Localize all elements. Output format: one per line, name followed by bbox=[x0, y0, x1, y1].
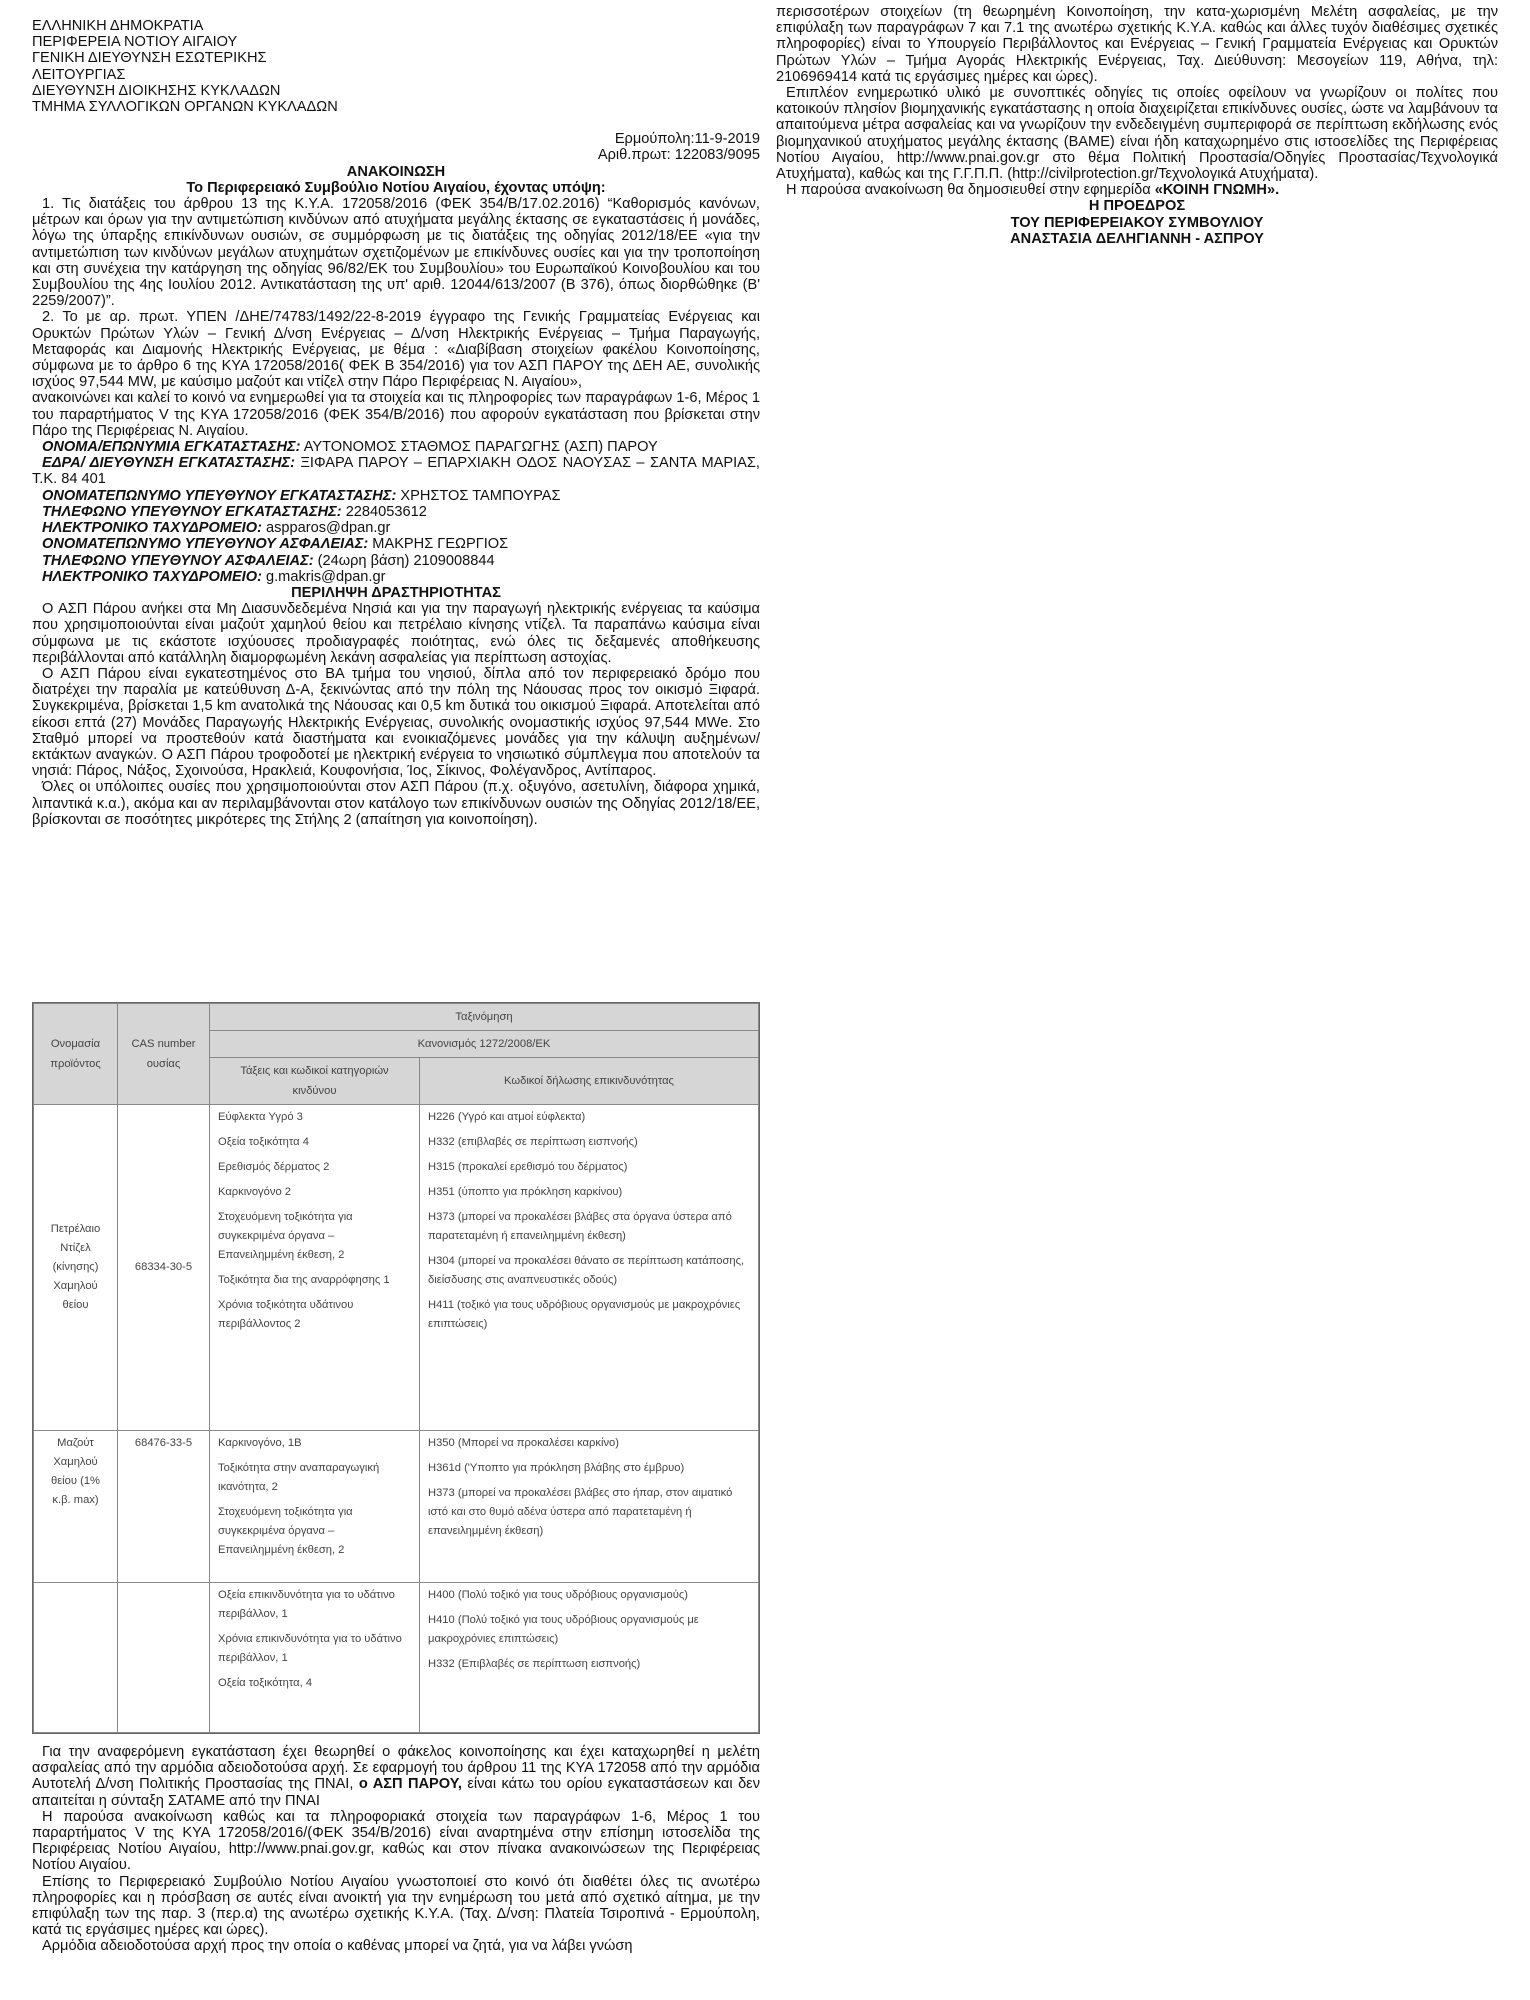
left-column-bottom bbox=[32, 1744, 760, 1955]
field-value: g.makris@dpan.gr bbox=[261, 568, 386, 585]
product-name: Μαζούτ Χαμηλού θείου (1% κ.β. max) bbox=[34, 1431, 118, 1583]
hazard-table bbox=[33, 1003, 759, 1733]
cas-number: 68334-30-5 bbox=[118, 1105, 210, 1431]
protocol-number: Αριθ.πρωτ: 122083/9095 bbox=[597, 147, 760, 164]
newspaper-name: «ΚΟΙΝΗ ΓΝΩΜΗ». bbox=[1154, 182, 1280, 199]
hazard-category: Χρόνια τοξικότητα υδάτινου περιβάλλοντος 2 bbox=[218, 1299, 354, 1330]
field-value: ΧΡΗΣΤΟΣ ΤΑΜΠΟΥΡΑΣ bbox=[396, 487, 561, 504]
field-label: ΕΔΡΑ/ ΔΙΕΥΘΥΝΣΗ ΕΓΚΑΤΑΣΤΑΣΗΣ: bbox=[42, 455, 295, 472]
hazard-category: Καρκινογόνο 2 bbox=[218, 1186, 292, 1198]
signature-name: ΑΝΑΣΤΑΣΙΑ ΔΕΛΗΓΙΑΝΝΗ - ΑΣΠΡΟΥ bbox=[1010, 230, 1264, 247]
field-email-1 bbox=[32, 520, 760, 536]
header-classification: Ταξινόμηση bbox=[210, 1004, 759, 1031]
field-label: ΟΝΟΜΑ/ΕΠΩΝΥΜΙΑ ΕΓΚΑΤΑΣΤΑΣΗΣ: bbox=[42, 439, 301, 456]
product-name: Πετρέλαιο Ντίζελ (κίνησης) Χαμηλού θείου bbox=[34, 1105, 118, 1431]
field-safety-phone bbox=[32, 553, 760, 569]
header-line: ΤΜΗΜΑ ΣΥΛΛΟΓΙΚΩΝ ΟΡΓΑΝΩΝ ΚΥΚΛΑΔΩΝ bbox=[32, 99, 338, 116]
header-regulation: Κανονισμός 1272/2008/ΕΚ bbox=[210, 1031, 759, 1058]
after-table-paragraph-3: Επίσης το Περιφερειακό Συμβούλιο Νοτίου Αιγαίου γνωστοποιεί στο κοινό ότι διαθέτει όλες τις ανωτέρω πληροφορίες και η πρόσβαση σε αυτές είναι ανοικτή για την ενημέρωση του μετά από σχετικό αίτημα, με την επιφύλαξη των της παρ. 3 (περ.α) της ανωτέρω σχετικής Κ.Υ.Α. (Ταχ. Δ/νση: Πλατεία Τσιροπινά - Ερμούπολη, κατά τις εργάσιμες ημέρες και ώρες). bbox=[32, 1873, 760, 1939]
field-email-2 bbox=[32, 569, 760, 585]
right-paragraph-3 bbox=[776, 182, 1498, 198]
summary-paragraph-2: Ο ΑΣΠ Πάρου είναι εγκατεστημένος στο ΒΑ τμήμα του νησιού, δίπλα από τον περιφερειακό δρόμο που διατρέχει την παραλία με κατεύθυνση Δ-Α, ξεκινώντας από την πόλη της Νάουσας προς τον οικισμό Ξιφαρά. Συγκεκριμένα, βρίσκεται 1,5 km ανατολικά της Νάουσας και 0,5 km δυτικά του οικισμού Ξιφαρά. Αποτελείται από είκοσι επτά (27) Μονάδες Παραγωγής Ηλεκτρικής Ενέργειας, συνολικής ονομαστικής ισχύος 97,544 MWe. Στο Σταθμό μπορεί να προστεθούν κατά διαστήματα και ενοικιαζόμενες μονάδες για την κάλυψη αυξημένων/εκτάκτων αναγκών. Ο ΑΣΠ Πάρου τροφοδοτεί με ηλεκτρική ενέργεια το νησιωτικό σύμπλεγμα που αποτελούν τα νησιά: Πάρος, Νάξος, Σχοινούσα, Ηρακλειά, Κουφονήσια, Ίος, Σίκινος, Φολέγανδρος, Αντίπαρος. bbox=[32, 665, 760, 780]
field-responsible-name bbox=[32, 488, 760, 504]
field-installation-seat bbox=[32, 455, 760, 487]
paragraph-2: 2. Το με αρ. πρωτ. ΥΠΕΝ /ΔΗΕ/74783/1492/22-8-2019 έγγραφο της Γενικής Γραμματείας Ενέργειας και Ορυκτών Πρώτων Υλών – Γενική Δ/νση Ενέργειας – Δ/νση Ηλεκτρικής Ενέργειας – Τμήμα Παραγωγής, Μεταφοράς και Διαμονής Ηλεκτρικής Ενέργειας, με θέμα : «Διαβίβαση στοιχείων φακέλου Κοινοποίησης, σύμφωνα με το άρθρο 6 της ΚΥΑ 172058/2016( ΦΕΚ Β 354/2016) για τον ΑΣΠ ΠΑΡΟΥ της ΔΕΗ ΑΕ, συνολικής ισχύος 97,544 MW, με καύσιμο μαζούτ και ντίζελ στην Πάρο Περιφέρειας Ν. Αιγαίου», bbox=[32, 309, 760, 391]
hazard-code: H361d ('Υποπτο για πρόκληση βλάβης στο έμβρυο) bbox=[428, 1462, 685, 1474]
hazard-code: H304 (μπορεί να προκαλέσει θάνατο σε περίπτωση κατάποσης, διείσδυσης στις αναπνευστικές οδούς) bbox=[428, 1255, 745, 1286]
hazard-code: H315 (προκαλεί ερεθισμό του δέρματος) bbox=[428, 1161, 628, 1173]
field-value: aspparos@dpan.gr bbox=[261, 520, 391, 537]
hazard-code: H373 (μπορεί να προκαλέσει βλάβες στα όργανα ύστερα από παρατεταμένη ή επανειλημμένη έκθεση) bbox=[428, 1211, 732, 1242]
paragraph-3: ανακοινώνει και καλεί το κοινό να ενημερωθεί για τα στοιχεία και τις πληροφορίες των παραγράφων 1-6, Μέρος 1 του παραρτήματος V της ΚΥΑ 172058/2016 (ΦΕΚ 354/Β/2016) που αφορούν εγκατάσταση που βρίσκεται στην Πάρο της Περιφέρειας Ν. Αιγαίου. bbox=[32, 390, 760, 439]
field-label: ΤΗΛΕΦΩΝΟ ΥΠΕΥΘΥΝΟΥ ΕΓΚΑΤΑΣΤΑΣΗΣ: bbox=[42, 503, 342, 520]
table-row bbox=[34, 1431, 759, 1583]
signature-council: ΤΟΥ ΠΕΡΙΦΕΡΕΙΑΚΟΥ ΣΥΜΒΟΥΛΙΟΥ bbox=[1010, 214, 1264, 231]
header-product: Ονομασία προϊόντος bbox=[34, 1004, 118, 1105]
after-table-text: Για την αναφερόμενη εγκατάσταση έχει θεωρηθεί ο φάκελος κοινοποίησης και έχει καταχωρηθεί η μελέτη ασφαλείας από την αρμόδια αδειοδοτούσα αρχή. Σε εφαρμογή του άρθρου 11 της ΚΥΑ 172058 από την αρμόδια Αυτοτελή Δ/νση Πολιτικής Προστασίας της ΠΝΑΙ, bbox=[32, 1744, 760, 1793]
hazard-categories-cell bbox=[210, 1431, 420, 1583]
header-cas: CAS number ουσίας bbox=[118, 1004, 210, 1105]
place-date: Ερμούπολη:11-9-2019 bbox=[614, 131, 760, 148]
field-label: ΗΛΕΚΤΡΟΝΙΚΟ ΤΑΧΥΔΡΟΜΕΙΟ: bbox=[42, 520, 262, 537]
hazard-code: H410 (Πολύ τοξικό για τους υδρόβιους οργανισμούς με μακροχρόνιες επιπτώσεις) bbox=[428, 1614, 699, 1645]
newspaper-text: Η παρούσα ανακοίνωση θα δημοσιευθεί στην εφημερίδα bbox=[786, 182, 1155, 199]
right-paragraph-2: Επιπλέον ενημερωτικό υλικό με συνοπτικές οδηγίες τις οποίες οφείλουν να γνωρίζουν οι πολίτες που κατοικούν πλησίον βιομηχανικής εγκατάστασης η οποία διαχειρίζεται επικίνδυνες ουσίες, ώστε να λαμβάνουν τα απαιτούμενα μέτρα ασφαλείας και να γνωρίζουν την ενδεδειγμένη συμπεριφορά σε περίπτωση εκδήλωσης ενός βιομηχανικού ατυχήματος μεγάλης έκτασης (ΒΑΜΕ) είναι ήδη καταχωρημένο στις ιστοσελίδες της Περιφέρειας Νοτίου Αιγαίου, http://www.pnai.gov.gr στο θέμα Πολιτική Προστασία/Οδηγίες Προστασίας/Τεχνολογικά Ατυχήματα), καθώς και της Γ.Γ.Π.Π. (http://civilprotection.gr/Τεχνολογικά Ατυχήματα). bbox=[776, 85, 1498, 183]
header-line: ΠΕΡΙΦΕΡΕΙΑ ΝΟΤΙΟΥ ΑΙΓΑΙΟΥ bbox=[32, 34, 238, 51]
hazard-category: Τοξικότητα στην αναπαραγωγική ικανότητα, 2 bbox=[218, 1462, 380, 1493]
paragraph-1: 1. Τις διατάξεις του άρθρου 13 της Κ.Υ.Α. 172058/2016 (ΦΕΚ 354/Β/17.02.2016) “Καθορισμός κανόνων, μέτρων και όρων για την αντιμετώπιση κινδύνων από ατυχήματα μεγάλης έκτασης σε εγκαταστάσεις ή μονάδες, λόγω της ύπαρξης επικίνδυνων ουσιών, σε συμμόρφωση με τις διατάξεις της οδηγίας 2012/18/ΕΕ «για την αντιμετώπιση των κινδύνων μεγάλων ατυχημάτων σχετιζομένων με επικίνδυνες ουσίες και για την τροποποίηση και στη συνέχεια την κατάργηση της οδηγίας 96/82/ΕΚ του Συμβουλίου» του Ευρωπαϊκού Κοινοβουλίου και του Συμβουλίου της 4ης Ιουλίου 2012. Αντικατάσταση της υπ' αριθ. 12044/613/2007 (Β 376), όπως διορθώθηκε (Β' 2259/2007)”. bbox=[32, 196, 760, 310]
hazard-category: Καρκινογόνο, 1Β bbox=[218, 1437, 302, 1449]
after-table-tail: είναι κάτω του ορίου εγκαταστάσεων και δεν απαιτείται η σύνταξη ΣΑΤΑΜΕ από την ΠΝΑΙ bbox=[32, 1776, 760, 1809]
hazard-code: H351 (ύποπτο για πρόκληση καρκίνου) bbox=[428, 1186, 623, 1198]
hazard-code: H332 (επιβλαβές σε περίπτωση εισπνοής) bbox=[428, 1136, 638, 1148]
field-label: ΟΝΟΜΑΤΕΠΩΝΥΜΟ ΥΠΕΥΘΥΝΟΥ ΑΣΦΑΛΕΙΑΣ: bbox=[42, 536, 369, 553]
field-value: ΜΑΚΡΗΣ ΓΕΩΡΓΙΟΣ bbox=[368, 536, 509, 553]
summary-paragraph-3: Όλες οι υπόλοιπες ουσίες που χρησιμοποιούνται στον ΑΣΠ Πάρου (π.χ. οξυγόνο, ασετυλίνη, διάφορα χημικά, λιπαντικά κ.α.), ακόμα και αν περιλαμβάνονται στον κατάλογο των επικίνδυνων ουσιών της Οδηγίας 2012/18/ΕΕ, βρίσκονται σε ποσότητες μικρότερες της Στήλης 2 (απαίτηση για κοινοποίηση). bbox=[32, 779, 760, 828]
left-column-top bbox=[32, 18, 760, 828]
hazard-code: H400 (Πολύ τοξικό για τους υδρόβιους οργανισμούς) bbox=[428, 1589, 688, 1601]
field-label: ΤΗΛΕΦΩΝΟ ΥΠΕΥΘΥΝΟΥ ΑΣΦΑΛΕΙΑΣ: bbox=[42, 552, 314, 569]
field-responsible-phone bbox=[32, 504, 760, 520]
hazard-category: Χρόνια επικινδυνότητα για το υδάτινο περιβάλλον, 1 bbox=[218, 1633, 402, 1664]
issuer-header bbox=[32, 18, 760, 115]
after-table-paragraph-1 bbox=[32, 1744, 760, 1809]
header-line: ΕΛΛΗΝΙΚΗ ΔΗΜΟΚΡΑΤΙΑ bbox=[32, 18, 204, 34]
right-column bbox=[776, 4, 1498, 247]
header-hazard-categories: Τάξεις και κωδικοί κατηγοριών κινδύνου bbox=[210, 1058, 420, 1105]
table-row bbox=[34, 1105, 759, 1431]
hazard-code: H332 (Επιβλαβές σε περίπτωση εισπνοής) bbox=[428, 1658, 641, 1670]
hazard-code: H373 (μπορεί να προκαλέσει βλάβες στο ήπαρ, στον αιματικό ιστό και στο θυμό αδένα ύστερα από παρατεταμένη ή επανειλημμένη έκθεση) bbox=[428, 1487, 733, 1537]
hazard-category: Στοχευόμενη τοξικότητα για συγκεκριμένα όργανα – Επανειλημμένη έκθεση, 2 bbox=[218, 1506, 353, 1556]
table-row bbox=[34, 1583, 759, 1733]
summary-paragraph-1: Ο ΑΣΠ Πάρου ανήκει στα Μη Διασυνδεδεμένα Νησιά και για την παραγωγή ηλεκτρικής ενέργειας τα καύσιμα που χρησιμοποιούνται είναι μαζούτ χαμηλού θείου και πετρέλαιο κίνησης ντίζελ. Τα παραπάνω καύσιμα είναι σύμφωνα με τις εκάστοτε ισχύουσες προδιαγραφές ποιότητας, ενώ όλες τις δεξαμενές αποθήκευσης περιβάλλονται από κατάλληλη διαμορφωμένη λεκάνη ασφαλείας για περίπτωση αστοχίας. bbox=[32, 601, 760, 666]
after-table-paragraph-2: Η παρούσα ανακοίνωση καθώς και τα πληροφοριακά στοιχεία των παραγράφων 1-6, Μέρος 1 του παραρτήματος V της ΚΥΑ 172058/2016/(ΦΕΚ 354/Β/2016) είναι αναρτημένα στην επίσημη ιστοσελίδα της Περιφέρειας Νοτίου Αιγαίου, http://www.pnai.gov.gr, καθώς και στον πίνακα ανακοινώσεων της Περιφέρειας Νοτίου Αιγαίου. bbox=[32, 1808, 760, 1874]
field-value: ΞΙΦΑΡΑ ΠΑΡΟΥ – ΕΠΑΡΧΙΑΚΗ ΟΔΟΣ ΝΑΟΥΣΑΣ – ΣΑΝΤΑ ΜΑΡΙΑΣ, Τ.Κ. 84 401 bbox=[32, 455, 760, 488]
hazard-codes-cell bbox=[420, 1583, 759, 1733]
product-name bbox=[34, 1583, 118, 1733]
hazard-classification-table bbox=[32, 1002, 760, 1734]
after-table-paragraph-4: Αρμόδια αδειοδοτούσα αρχή προς την οποία ο καθένας μπορεί να ζητά, για να λάβει γνώση bbox=[42, 1938, 633, 1955]
header-line: ΔΙΕΥΘΥΝΣΗ ΔΙΟΙΚΗΣΗΣ ΚΥΚΛΑΔΩΝ bbox=[32, 82, 281, 99]
field-value: (24ωρη βάση) 2109008844 bbox=[313, 552, 495, 569]
hazard-codes-cell bbox=[420, 1105, 759, 1431]
cas-number bbox=[118, 1583, 210, 1733]
hazard-code: H411 (τοξικό για τους υδρόβιους οργανισμούς με μακροχρόνιες επιπτώσεις) bbox=[428, 1299, 741, 1330]
hazard-codes-cell bbox=[420, 1431, 759, 1583]
hazard-category: Στοχευόμενη τοξικότητα για συγκεκριμένα όργανα – Επανειλημμένη έκθεση, 2 bbox=[218, 1211, 353, 1261]
header-line: ΛΕΙΤΟΥΡΓΙΑΣ bbox=[32, 66, 126, 83]
hazard-category: Οξεία τοξικότητα 4 bbox=[218, 1136, 309, 1148]
field-label: ΟΝΟΜΑΤΕΠΩΝΥΜΟ ΥΠΕΥΘΥΝΟΥ ΕΓΚΑΤΑΣΤΑΣΗΣ: bbox=[42, 487, 397, 504]
hazard-category: Τοξικότητα δια της αναρρόφησης 1 bbox=[218, 1274, 390, 1286]
signature-title: Η ΠΡΟΕΔΡΟΣ bbox=[1088, 198, 1186, 215]
hazard-category: Ερεθισμός δέρματος 2 bbox=[218, 1161, 330, 1173]
field-value: ΑΥΤΟΝΟΜΟΣ ΣΤΑΘΜΟΣ ΠΑΡΑΓΩΓΗΣ (ΑΣΠ) ΠΑΡΟΥ bbox=[300, 439, 658, 456]
hazard-categories-cell bbox=[210, 1105, 420, 1431]
hazard-category: Οξεία επικινδυνότητα για το υδάτινο περιβάλλον, 1 bbox=[218, 1589, 395, 1620]
header-hazard-codes: Κωδικοί δήλωσης επικινδυνότητας bbox=[420, 1058, 759, 1105]
field-label: ΗΛΕΚΤΡΟΝΙΚΟ ΤΑΧΥΔΡΟΜΕΙΟ: bbox=[42, 568, 262, 585]
hazard-category: Οξεία τοξικότητα, 4 bbox=[218, 1677, 313, 1689]
hazard-code: H350 (Μπορεί να προκαλέσει καρκίνο) bbox=[428, 1437, 620, 1449]
announcement-title: ΑΝΑΚΟΙΝΩΣΗ bbox=[346, 163, 446, 180]
after-table-bold: ο ΑΣΠ ΠΑΡΟΥ, bbox=[353, 1776, 462, 1793]
summary-title: ΠΕΡΙΛΗΨΗ ΔΡΑΣΤΗΡΙΟΤΗΤΑΣ bbox=[291, 584, 501, 601]
announcement-subtitle: Το Περιφερειακό Συμβούλιο Νοτίου Αιγαίου, έχοντας υπόψη: bbox=[186, 179, 606, 196]
hazard-code: H226 (Υγρό και ατμοί εύφλεκτα) bbox=[428, 1111, 586, 1123]
hazard-category: Εύφλεκτα Υγρό 3 bbox=[218, 1111, 303, 1123]
right-paragraph-1: περισσοτέρων στοιχείων (τη θεωρημένη Κοινοποίηση, την κατα-χωρισμένη Μελέτη ασφαλείας, με την επιφύλαξη των παραγράφων 7 και 7.1 της ανωτέρω σχετικής Κ.Υ.Α. καθώς και άλλες τυχόν διαθέσιμες σχετικές πληροφορίες) είναι το Υπουργείο Περιβάλλοντος και Ενέργειας – Γενική Γραμματεία Ενέργειας και Ορυκτών Πρώτων Υλών – Τμήμα Αγοράς Ηλεκτρικής Ενέργειας, Ταχ. Διεύθυνση: Μεσογείων 119, Αθήνα, τηλ: 2106969414 κατά τις εργάσιμες ημέρες και ώρες). bbox=[776, 4, 1498, 85]
hazard-categories-cell bbox=[210, 1583, 420, 1733]
header-line: ΓΕΝΙΚΗ ΔΙΕΥΘΥΝΣΗ ΕΣΩΤΕΡΙΚΗΣ bbox=[32, 50, 267, 67]
field-safety-name bbox=[32, 536, 760, 552]
field-value: 2284053612 bbox=[341, 503, 427, 520]
cas-number: 68476-33-5 bbox=[118, 1431, 210, 1583]
field-installation-name bbox=[32, 439, 760, 455]
